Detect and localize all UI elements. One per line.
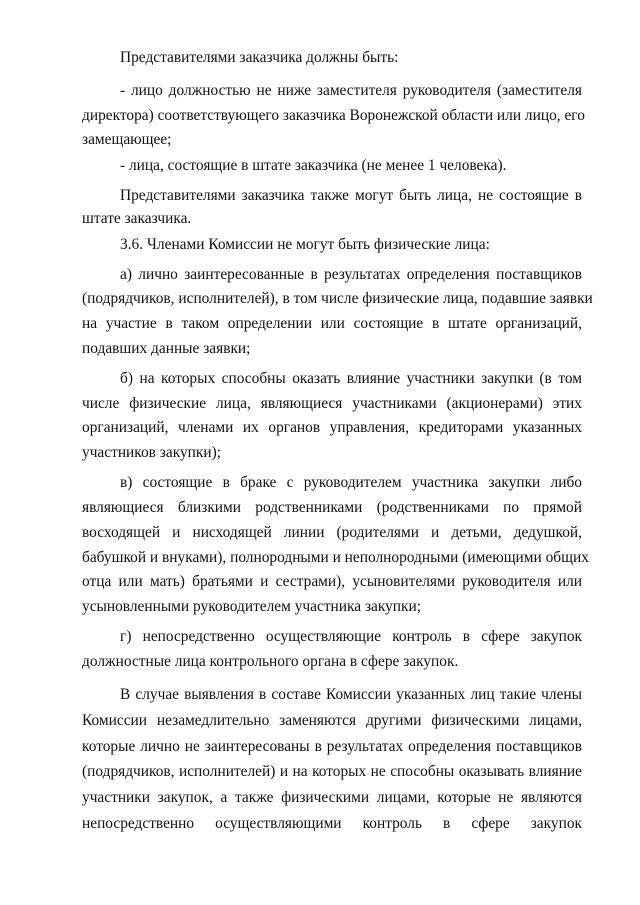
text-line: Представителями заказчика также могут быть лица, не состоящие в <box>120 187 582 204</box>
text-line: участников закупки); <box>82 444 222 461</box>
text-line: бабушкой и внуками), полнородными и неполнородными (имеющими общих <box>82 549 589 566</box>
text-line: подавших данные заявки; <box>82 340 251 357</box>
text-line: на участие в таком определении или состоящие в штате организаций, <box>82 315 582 332</box>
text-line: - лица, состоящие в штате заказчика (не менее 1 человека). <box>120 157 507 174</box>
text-line: (подрядчиков, исполнителей), в том числе физические лица, подавшие заявки <box>82 290 593 307</box>
text-line: усыновленными руководителем участника закупки; <box>82 598 422 615</box>
text-line: замещающее; <box>82 131 172 148</box>
text-line: числе физические лица, являющиеся участниками (акционерами) этих <box>82 395 582 412</box>
text-line: В случае выявления в составе Комиссии указанных лиц такие члены <box>120 686 582 703</box>
text-line: б) на которых способны оказать влияние участники закупки (в том <box>120 370 582 387</box>
text-line: непосредственно осуществляющими контроль в сфере закупок <box>82 815 582 832</box>
text-line: директора) соответствующего заказчика Воронежской области или лицо, его <box>82 107 585 124</box>
text-line: отца или мать) братьями и сестрами), усыновителями руководителя или <box>82 573 582 590</box>
text-line: восходящей и нисходящей линии (родителями и детьми, дедушкой, <box>82 524 582 541</box>
text-line: организаций, членами их органов управления, кредиторами указанных <box>82 419 582 436</box>
text-line: являющиеся близкими родственниками (родственниками по прямой <box>82 499 582 516</box>
text-line: Представителями заказчика должны быть: <box>120 49 399 66</box>
text-line: штате заказчика. <box>82 210 192 227</box>
text-line: должностные лица контрольного органа в сфере закупок. <box>82 653 459 670</box>
text-line: участники закупок, а также физическими лицами, которые не являются <box>82 789 582 806</box>
text-line: которые лично не заинтересованы в результатах определения поставщиков <box>82 738 582 755</box>
text-line: 3.6. Членами Комиссии не могут быть физические лица: <box>120 236 490 253</box>
text-line: Комиссии незамедлительно заменяются другими физическими лицами, <box>82 712 582 729</box>
text-line: г) непосредственно осуществляющие контроль в сфере закупок <box>120 628 582 645</box>
text-line: (подрядчиков, исполнителей) и на которых не способны оказывать влияние <box>82 763 582 780</box>
text-line: - лицо должностью не ниже заместителя руководителя (заместителя <box>120 82 582 99</box>
text-line: а) лично заинтересованные в результатах определения поставщиков <box>120 266 582 283</box>
text-line: в) состоящие в браке с руководителем участника закупки либо <box>120 474 582 491</box>
